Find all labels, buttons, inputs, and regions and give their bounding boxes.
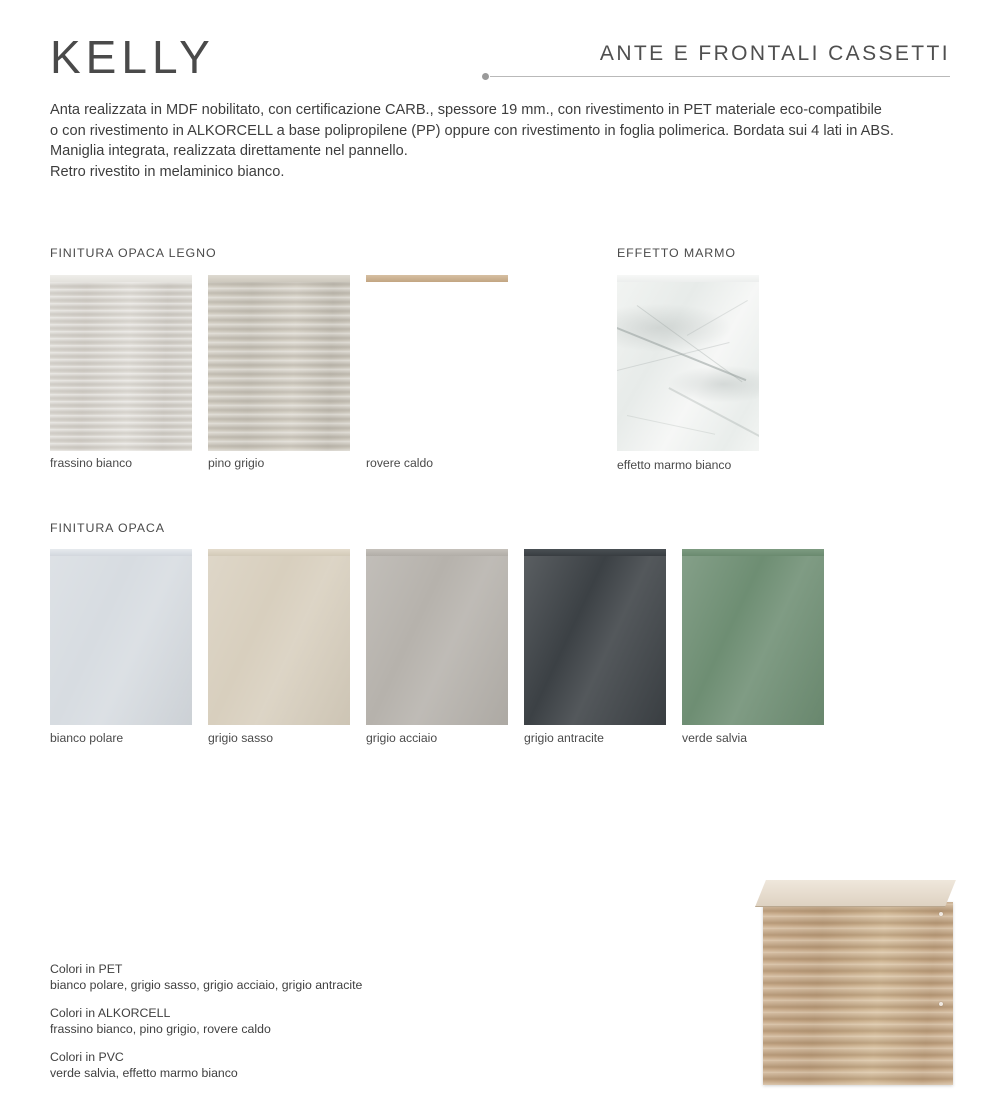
group-label-marble: EFFETTO MARMO [617,246,736,260]
swatch-frassino-bianco [50,275,192,451]
swatch-bianco-polare [50,549,192,725]
swatch-caption-rovere-caldo: rovere caldo [366,456,434,470]
swatch-top-edge [366,549,508,556]
swatch-grigio-antracite [524,549,666,725]
panel-corner-dot-icon [939,1002,943,1006]
swatch-caption-grigio-antracite: grigio antracite [524,731,604,745]
page-header [50,22,950,92]
intro-line-3: Maniglia integrata, realizzata direttamente nel pannello. [50,143,408,159]
brand-title: KELLY [50,31,215,83]
swatch-sheen [50,549,192,725]
rule-dot-icon [482,73,489,80]
rule-line [490,76,950,77]
swatch-caption-grigio-sasso: grigio sasso [208,731,274,745]
swatch-grigio-acciaio [366,549,508,725]
panel-illustration [755,880,955,1085]
intro-line-2: o con rivestimento in ALKORCELL a base polipropilene (PP) oppure con rivestimento in foglia polimerica. Bordata sui 4 lati in ABS. [50,122,894,139]
swatch-pino-grigio [208,275,350,451]
panel-top-bevel [755,880,956,907]
group-label-wood: FINITURA OPACA LEGNO [50,246,217,260]
swatch-top-edge [50,549,192,556]
note-pet-body: bianco polare, grigio sasso, grigio acciaio, grigio antracite [50,977,363,992]
header-rule [482,72,950,82]
swatch-verde-salvia [682,549,824,725]
note-pvc-body: verde salvia, effetto marmo bianco [50,1065,238,1080]
note-alkorcell [50,1006,570,1037]
intro-line-4: Retro rivestito in melaminico bianco. [50,163,285,180]
group-label-matte: FINITURA OPACA [50,521,165,535]
swatch-sheen [366,549,508,725]
marble-vein [687,300,748,336]
note-pvc-title: Colori in PVC [50,1050,124,1064]
swatch-effetto-marmo-bianco [617,275,759,451]
swatch-caption-frassino-bianco: frassino bianco [50,456,132,470]
swatch-caption-pino-grigio: pino grigio [208,456,265,470]
swatch-top-edge [524,549,666,556]
swatch-top-edge [208,549,350,556]
swatch-caption-bianco-polare: bianco polare [50,731,124,745]
panel-front-face [763,902,953,1085]
swatch-top-edge [208,275,350,282]
marble-vein [627,415,715,435]
material-notes [50,962,570,1094]
swatch-sheen [208,549,350,725]
note-alkorcell-body: frassino bianco, pino grigio, rovere caldo [50,1021,271,1036]
intro-line-1: Anta realizzata in MDF nobilitato, con certificazione CARB., spessore 19 mm., con rivestimento in PET materiale eco-compatibile [50,102,882,118]
swatch-top-edge [366,275,508,282]
header-right [600,42,950,66]
swatch-sheen [682,549,824,725]
swatch-top-edge [50,275,192,282]
note-pet-title: Colori in PET [50,962,123,976]
swatch-caption-verde-salvia: verde salvia [682,731,748,745]
swatch-rovere-caldo [366,275,508,451]
swatch-caption-grigio-acciaio: grigio acciaio [366,731,438,745]
panel-corner-dot-icon [939,912,943,916]
swatch-top-edge [682,549,824,556]
note-pvc [50,1050,570,1081]
swatch-grigio-sasso [208,549,350,725]
section-title: ANTE E FRONTALI CASSETTI [599,42,950,65]
marble-vein [669,387,759,440]
swatch-sheen [524,549,666,725]
intro-paragraph [50,100,955,182]
note-alkorcell-title: Colori in ALKORCELL [50,1006,171,1020]
note-pet [50,962,570,993]
swatch-top-edge [617,275,759,282]
swatch-caption-effetto-marmo-bianco: effetto marmo bianco [617,458,732,472]
